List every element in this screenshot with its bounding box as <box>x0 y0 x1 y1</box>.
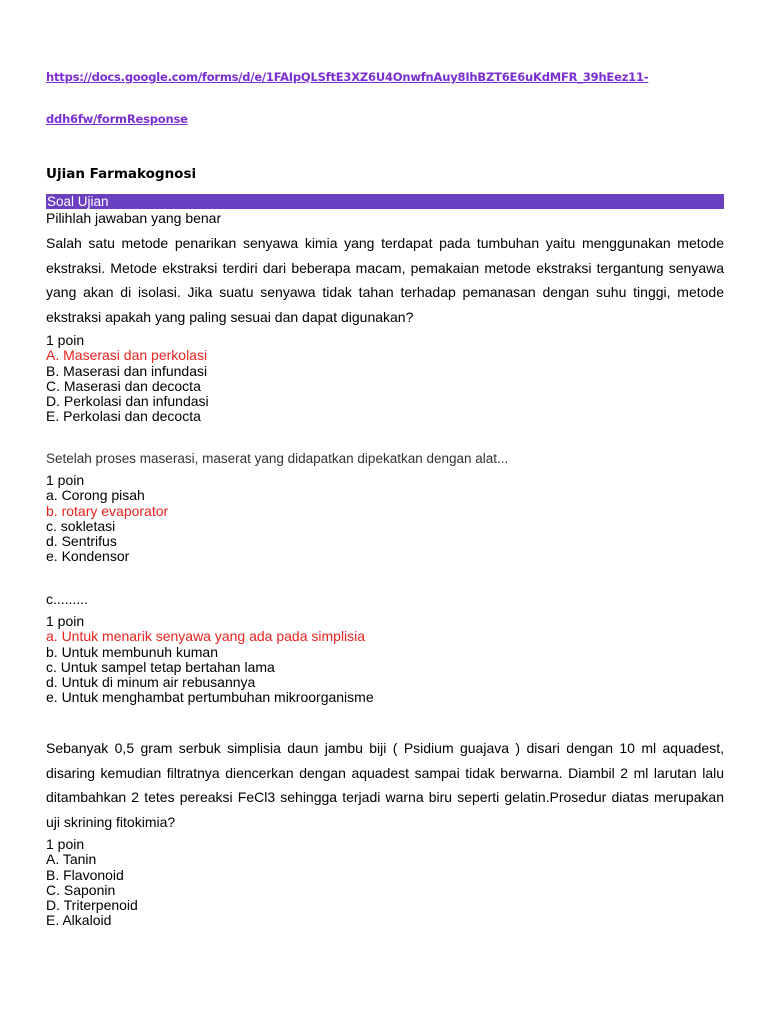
option-4b: B. Flavonoid <box>46 866 124 883</box>
question-1-text: Salah satu metode penarikan senyawa kimia yang terdapat pada tumbuhan yaitu menggunakan metode ekstraksi. Metode ekstraksi terdiri dari beberapa macam, pemakaian metode ekstraksi tergantung senyawa yang akan di isolasi. Jika suatu senyawa tidak tahan terhadap pemanasan dengan suhu tinggi, metode ekstraksi apakah yang paling sesuai dan dapat digunakan? <box>46 235 724 325</box>
instruction-text: Pilihlah jawaban yang benar <box>46 210 222 226</box>
question-3-answers <box>46 614 724 706</box>
question-4-text: Sebanyak 0,5 gram serbuk simplisia daun jambu biji ( Psidium guajava ) disari dengan 10 ml aquadest, disaring kemudian filtratnya diencerkan dengan aquadest sampai tidak berwarna. Diambil 2 ml larutan lalu ditambahkan 2 tetes pereaksi FeCl3 sehingga terjadi warna biru seperti gelatin.Prosedur diatas merupakan uji skrining fitokimia? <box>46 740 724 830</box>
option-4d: D. Triterpenoid <box>46 897 138 914</box>
question-3-points: 1 poin <box>46 613 85 629</box>
form-link-line-2[interactable]: ddh6fw/formResponse <box>46 112 188 126</box>
question-2-text: Setelah proses maserasi, maserat yang didapatkan dipekatkan dengan alat... <box>46 451 509 466</box>
option-4e: E. Alkaloid <box>46 912 112 929</box>
option-3b: b. Untuk membunuh kuman <box>46 643 218 660</box>
option-4c: C. Saponin <box>46 881 116 898</box>
option-2c: c. sokletasi <box>46 517 116 534</box>
option-4a: A. Tanin <box>46 851 97 868</box>
option-3e: e. Untuk menghambat pertumbuhan mikroorganisme <box>46 689 374 706</box>
option-2d: d. Sentrifus <box>46 533 117 550</box>
section-header: Soal Ujian <box>46 194 724 209</box>
option-3a: a. Untuk menarik senyawa yang ada pada simplisia <box>46 628 366 645</box>
question-4-answers <box>46 837 724 929</box>
question-3-text: c......... <box>46 591 89 607</box>
option-1c: C. Maserasi dan decocta <box>46 377 201 394</box>
question-1-points: 1 poin <box>46 332 85 348</box>
option-3d: d. Untuk di minum air rebusannya <box>46 674 256 691</box>
option-3c: c. Untuk sampel tetap bertahan lama <box>46 658 275 675</box>
form-link-line-1[interactable]: https://docs.google.com/forms/d/e/1FAIpQLSftE3XZ6U4OnwfnAuy8IhBZT6E6uKdMFR_39hEez11- <box>46 70 649 84</box>
option-2b: b. rotary evaporator <box>46 502 169 519</box>
option-1e: E. Perkolasi dan decocta <box>46 408 201 425</box>
option-1d: D. Perkolasi dan infundasi <box>46 393 209 410</box>
question-2-answers <box>46 473 724 565</box>
question-2-points: 1 poin <box>46 472 85 488</box>
document-title: Ujian Farmakognosi <box>46 166 197 182</box>
option-1b: B. Maserasi dan infundasi <box>46 362 208 379</box>
question-4-points: 1 poin <box>46 836 85 852</box>
option-2a: a. Corong pisah <box>46 487 145 504</box>
question-1-answers <box>46 333 724 425</box>
option-1a: A. Maserasi dan perkolasi <box>46 347 208 364</box>
option-2e: e. Kondensor <box>46 548 130 565</box>
